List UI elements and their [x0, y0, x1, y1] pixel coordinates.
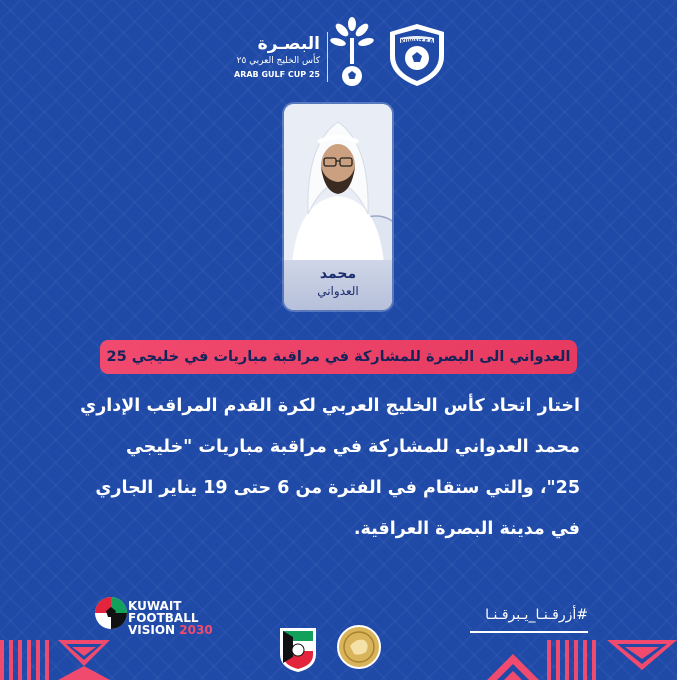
- header-divider: [327, 32, 328, 82]
- body-line: محمد العدواني للمشاركة في مراقبة مباريات "خليجي: [125, 437, 580, 457]
- body-line: في مدينة البصرة العراقية.: [353, 519, 580, 539]
- decorative-stripes-left: [0, 640, 110, 680]
- header-logos: [0, 0, 677, 100]
- kuwait-fa-shield-icon: [386, 22, 448, 88]
- basra-logo-text: [228, 34, 320, 81]
- person-name-plate: [284, 260, 392, 310]
- kv-year: 2030: [179, 623, 213, 637]
- hashtag-underline: [470, 631, 588, 633]
- basra-subtitle: كأس الخليج العربي ٢٥: [236, 56, 320, 66]
- headline-text: العدواني الى البصرة للمشاركة في مراقبة مباريات في خليجي 25: [106, 349, 571, 365]
- kfa-label: KUWAIT F.A: [400, 39, 434, 45]
- basra-english-title: ARAB GULF CUP 25: [234, 70, 320, 79]
- person-first-name: محمد: [319, 266, 357, 282]
- kv-line-1: KUWAIT: [128, 599, 182, 613]
- kv-line-3: VISION: [128, 623, 176, 637]
- kuwait-football-vision-ball-icon: [94, 596, 128, 630]
- gulf-cup-gold-emblem-icon: [336, 624, 382, 670]
- basra-title: البصـرة: [257, 34, 320, 54]
- kuwait-football-vision-text: [128, 600, 213, 636]
- body-line: 25"، والتي ستقام في الفترة من 6 حتى 19 يناير الجاري: [95, 478, 580, 498]
- article-body: [80, 386, 580, 550]
- gulf-cup-palm-logo-icon: [330, 16, 374, 90]
- person-photo-card: [284, 104, 392, 310]
- person-last-name: العدواني: [317, 284, 359, 298]
- kv-line-2: FOOTBALL: [128, 611, 199, 625]
- body-line: اختار اتحاد كأس الخليج العربي لكرة القدم المراقب الإداري: [80, 396, 580, 416]
- hashtag-text: #أزرقـنـا_يـبرقـنـا: [485, 607, 588, 623]
- kuwait-flag-shield-icon: [276, 624, 320, 674]
- decorative-stripes-right: [487, 640, 677, 680]
- person-photo: [284, 104, 392, 264]
